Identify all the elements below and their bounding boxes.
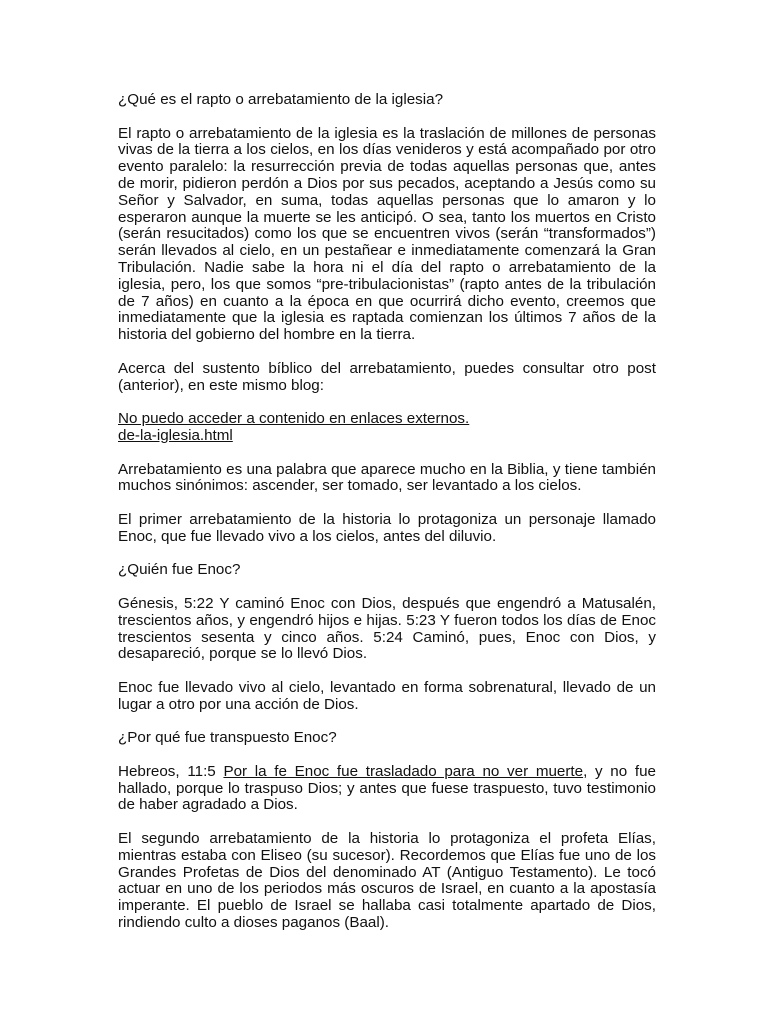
paragraph-first-rapture: El primer arrebatamiento de la historia lo protagoniza un personaje llamado Enoc, que fue llevado vivo a los cielos, antes del diluvio. — [118, 510, 656, 545]
external-link-line-2[interactable]: de-la-iglesia.html — [118, 426, 233, 444]
document-body — [118, 92, 656, 949]
hebrews-suffix: , y no fue hallado, porque lo traspuso Dios; y antes que fuese traspuesto, tuvo testimonio de haber agradado a Dios. — [118, 762, 656, 814]
paragraph-elijah: El segundo arrebatamiento de la historia lo protagoniza el profeta Elías, mientras estaba con Eliseo (su sucesor). Recordemos que Elías fue uno de los Grandes Profetas de Dios del denominado AT (Antiguo Testamento). Le tocó actuar en uno de los periodos más oscuros de Israel, en cuanto a la apostasía imperante. El pueblo de Israel se hallaba casi totalmente apartado de Dios, rindiendo culto a dioses paganos (Baal). — [118, 830, 656, 932]
external-link-line-1[interactable]: No puedo acceder a contenido en enlaces externos. — [118, 410, 470, 428]
section-heading-why-enoch: ¿Por qué fue transpuesto Enoc? — [118, 729, 337, 747]
paragraph-hebrews-quote — [118, 764, 656, 814]
hebrews-prefix: Hebreos, 11:5 — [118, 762, 224, 780]
section-heading-rapture: ¿Qué es el rapto o arrebatamiento de la iglesia? — [118, 91, 444, 108]
paragraph-rapture-definition: El rapto o arrebatamiento de la iglesia es la traslación de millones de personas vivas de la tierra a los cielos, en los días venideros y está acompañado por otro evento paralelo: la resurrección previa de todas aquellas personas que, antes de morir, pidieron perdón a Dios por sus pecados, aceptando a Jesús como su Señor y Salvador, en suma, todas aquellas personas que lo amaron y lo esperaron aunque la muerte se les anticipó. O sea, tanto los muertos en Cristo (serán resucitados) como los que se encuentren vivos (serán “transformados”) serán llevados al cielo, en un pestañear e inmediatamente comenzará la Gran Tribulación. Nadie sabe la hora ni el día del rapto o arrebatamiento de la iglesia, pero, los que somos “pre-tribulacionistas” (rapto antes de la tribulación de 7 años) en cuanto a la época en que ocurrirá dicho evento, creemos que inmediatamente que la iglesia es raptada comienzan los últimos 7 años de la historia del gobierno del hombre en la tierra. — [118, 124, 656, 344]
section-heading-enoch: ¿Quién fue Enoc? — [118, 561, 241, 579]
paragraph-biblical-basis: Acerca del sustento bíblico del arrebatamiento, puedes consultar otro post (anterior), en este mismo blog: — [118, 359, 656, 394]
paragraph-enoch-taken: Enoc fue llevado vivo al cielo, levantado en forma sobrenatural, llevado de un lugar a otro por una acción de Dios. — [118, 678, 656, 713]
paragraph-genesis-quote: Génesis, 5:22 Y caminó Enoc con Dios, después que engendró a Matusalén, trescientos años, y engendró hijos e hijas. 5:23 Y fueron todos los días de Enoc trescientos sesenta y cinco años. 5:24 Caminó, pues, Enoc con Dios, y desapareció, porque se lo llevó Dios. — [118, 594, 656, 663]
paragraph-word-meaning: Arrebatamiento es una palabra que aparece mucho en la Biblia, y tiene también muchos sinónimos: ascender, ser tomado, ser levantado a los cielos. — [118, 460, 656, 495]
external-link-block[interactable] — [118, 411, 656, 445]
hebrews-quote-link[interactable]: Por la fe Enoc fue trasladado para no ver muerte — [223, 762, 584, 780]
